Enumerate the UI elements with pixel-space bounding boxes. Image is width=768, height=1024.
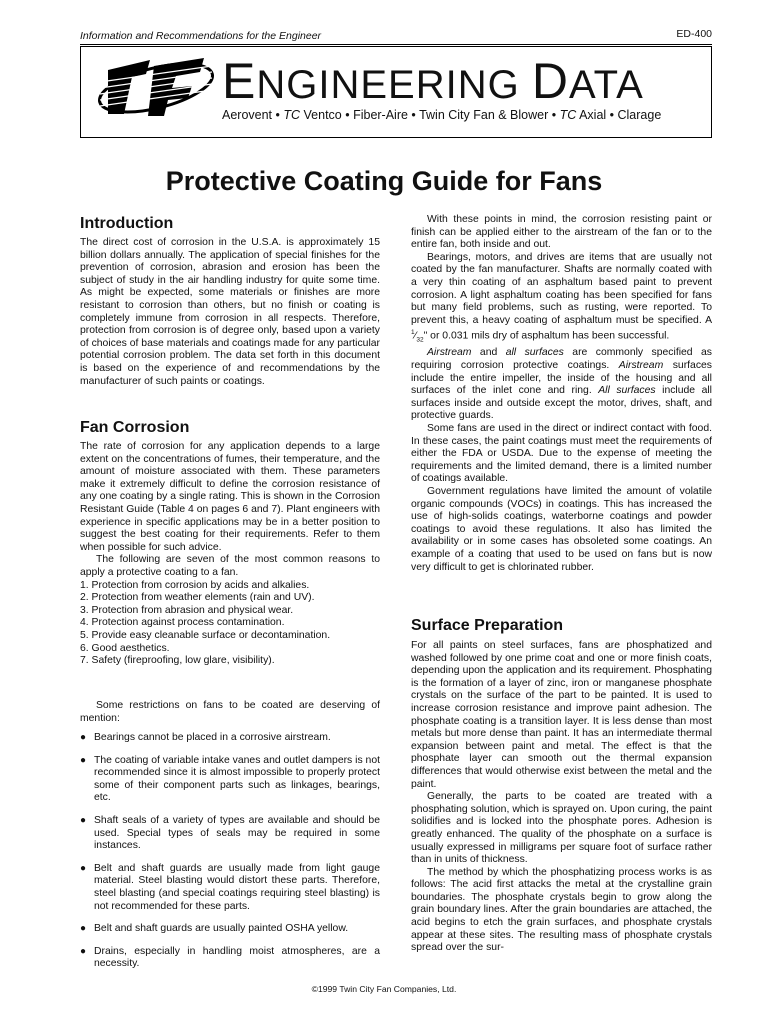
bullet-item: ● Shaft seals of a variety of types are available and should be used. Special types of seals may be required in some instances.: [80, 815, 380, 853]
reason-item: 5. Provide easy cleanable surface or decontamination.: [80, 629, 331, 641]
bullet-item: ● Belt and shaft guards are usually made from light gauge material. Steel blasting would distort these parts. Therefore, steel blasting (and special coatings requiring steel blasting) is not recommended for these parts.: [80, 863, 380, 913]
introduction-text: The direct cost of corrosion in the U.S.A. is approximately 15 billion dollars annually. The application of special finishes for the prevention of corrosion, abrasion and erosion has been the subject of study in the air handling industry for quite some time. As might be expected, some materials or finishes are more resistant to corrosion than others, but no finish or coating is completely immune from corrosion in all respects. Therefore, protection from corrosion is of degree only, based upon a variety of choices of base materials and coatings made for any particular potential corrosion problem. The data set forth in this document is based on the experience of and recommendations by the manufacturer of such paints or coatings.: [80, 237, 380, 387]
reason-item: 2. Protection from weather elements (rain and UV).: [80, 592, 315, 604]
copyright-footer: ©1999 Twin City Fan Companies, Ltd.: [311, 984, 457, 994]
page-title: Protective Coating Guide for Fans: [165, 166, 603, 196]
fan-corrosion-text: The rate of corrosion for any application depends to a large extent on the concentrations of fumes, their temperature, and the amount of moisture associated with them. These parameters make it extremely difficult to define the corrosion resistance of any one coating by a single rating. This is shown in the Corrosion Resistant Guide (Table 4 on pages 6 and 7). Plant engineers with experience in specific applications may be in a better position to suggest the best coating for their requirements. Refer to them when possible for such advice. The following are seven of the most common reasons to apply a protective coating to a fan. 1. Protection from corrosion by acids and alkalies. 2. Protection from weather elements (rain and UV). 3. Protection from abrasion and physical wear. 4. Protection against process contamination. 5. Provide easy cleanable surface or decontamination. 6. Good aesthetics. 7. Safety (fireproofing, low glare, visibility).: [80, 441, 380, 667]
reason-item: 3. Protection from abrasion and physical wear.: [80, 604, 294, 616]
introduction-heading: Introduction: [80, 215, 174, 232]
reason-item: 6. Good aesthetics.: [80, 642, 170, 654]
reason-item: 4. Protection against process contamination.: [80, 617, 285, 629]
surface-preparation-text: For all paints on steel surfaces, fans are phosphatized and washed followed by one prime coat and one or more finish coats, depending upon the application and its requirement. Phosphating is the formation of a layer of zinc, iron or manganese phosphate crystals on the surface of the part to be painted. It is used to increase corrosion resistance and improve paint adhesion. The phosphate coating is a transition layer. It is less dense than most metals but more dense than paint. It has an intermediate thermal expansion between paint and metal. The effect is that the phosphate layer can smooth out the thermal expansion differences that would otherwise exist between the metal and the paint. Generally, the parts to be coated are treated with a phosphating solution, which is sprayed on. Upon curing, the paint solidifies and is locked into the phosphate pores. Adhesion is greatly enhanced. The quality of the phosphate on a surface is usually expressed in milligrams per square foot of surface rather than in units of thickness. The method by which the phosphatizing process works is as follows: The acid first attacks the metal at the crystalline grain boundaries. The phosphate crystals begin to grow along the grain boundary lines. After the grain boundaries are attached, the acid begins to etch the grain surfaces, and phosphate crystals appear at these sites. The resulting mass of phosphate crystals spread over the sur-: [411, 640, 712, 954]
top-rule: [80, 44, 712, 45]
reason-item: 7. Safety (fireproofing, low glare, visibility).: [80, 655, 275, 667]
company-logo-icon: [92, 52, 220, 124]
surface-preparation-heading: Surface Preparation: [411, 617, 564, 634]
fan-corrosion-heading: Fan Corrosion: [80, 419, 190, 436]
bullet-item: ● The coating of variable intake vanes and outlet dampers is not recommended since it is almost impossible to properly protect some of their component parts such as linkages, bearings, etc.: [80, 755, 380, 805]
restrictions-text: Some restrictions on fans to be coated are deserving of mention:: [80, 700, 380, 724]
reason-item: 1. Protection from corrosion by acids and alkalies.: [80, 579, 310, 591]
coating-text: With these points in mind, the corrosion resisting paint or finish can be applied either to the airstream of the fan or to the entire fan, both inside and out. Bearings, motors, and drives are items that are usually not coated by the fan manufacturer. Shafts are normally coated with a very thin coating of an asphaltum based paint to prevent corrosion. A light asphaltum coating has been specified for fans but many field problems, such as rusting, were reported. To prevent this, a heavy coating of asphaltum must be specified. A $^1⁄_{32}$" or 0.031 mils dry of asphaltum has been successful. Airstream and all surfaces are commonly specified as requiring corrosion protective coatings. Airstream surfaces include the entire impeller, the inside of the housing and all surfaces of the inlet cone and ring. All surfaces include all surfaces inside and outside except the motor, drives, shaft, and protective guards. Some fans are used in the direct or indirect contact with food. In these cases, the paint coatings must meet the requirements of either the FDA or USDA. Due to the expense of meeting the requirements and the limited demand, there is a limited number of coatings available. Government regulations have limited the amount of volatile organic compounds (VOCs) in coatings. This has increased the use of high-solids coatings, waterborne coatings and powder coatings to avoid these regulations. It also has limited the availability or in some cases has obsoleted some coatings. An example of a coating that used to be used on fans but is now very difficult to get is chlorinated rubber.: [411, 214, 712, 573]
bullet-item: ● Bearings cannot be placed in a corrosive airstream.: [80, 732, 380, 745]
bullet-item: ● Belt and shaft guards are usually painted OSHA yellow.: [80, 923, 380, 936]
engineering-data-wordmark: ENGINEERING DATA: [222, 53, 644, 109]
document-number: ED-400: [676, 28, 712, 40]
brand-list: Aerovent • TC Ventco • Fiber-Aire • Twin City Fan & Blower • TC Axial • Clarage: [222, 108, 662, 122]
bullet-item: ● Drains, especially in handling moist atmospheres, are a necessity.: [80, 946, 380, 971]
tagline: Information and Recommendations for the Engineer: [80, 30, 322, 42]
restrictions-list: [80, 732, 380, 971]
